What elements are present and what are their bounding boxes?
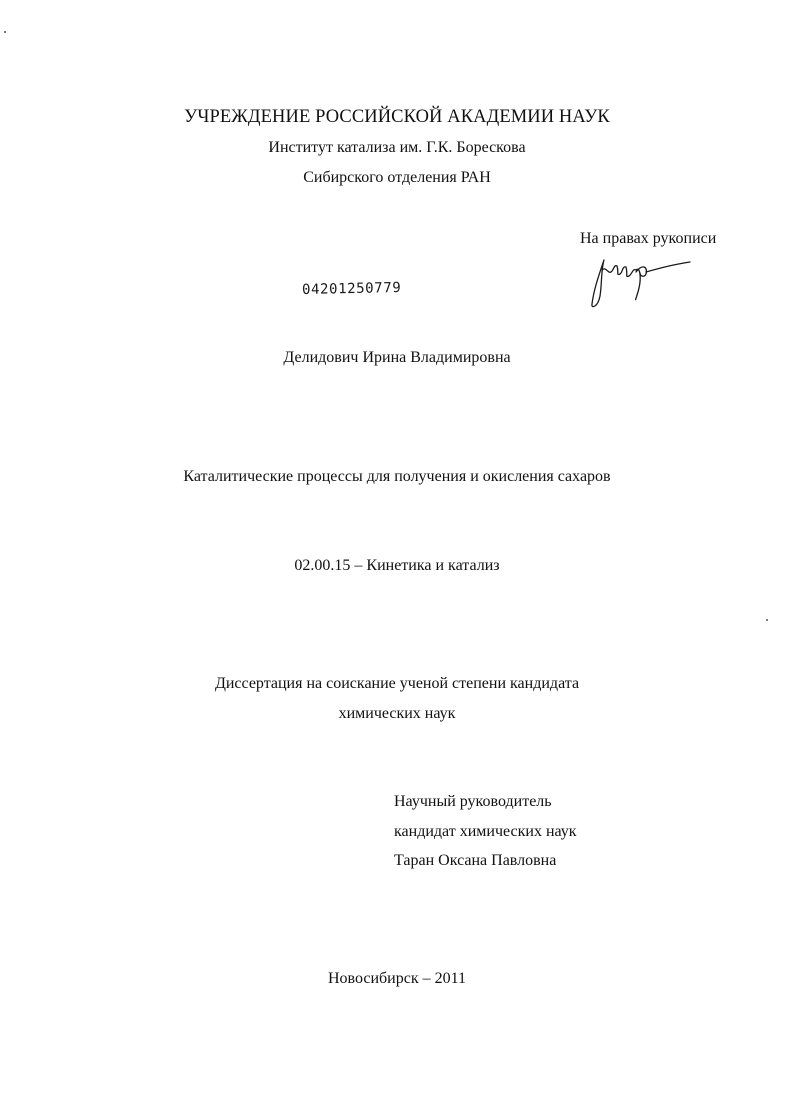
scan-speck: [766, 619, 768, 621]
degree-line-2: химических наук: [338, 705, 456, 722]
institute-name: Институт катализа им. Г.К. Борескова: [268, 139, 526, 156]
registration-number: 04201250779: [301, 279, 402, 299]
manuscript-note: На правах рукописи: [580, 230, 717, 247]
dissertation-title: Каталитические процессы для получения и окисления сахаров: [183, 468, 611, 485]
city-year: Новосибирск – 2011: [327, 970, 467, 987]
branch-name: Сибирского отделения РАН: [303, 169, 491, 186]
supervisor-degree: кандидат химических наук: [394, 823, 577, 840]
supervisor-role: Научный руководитель: [394, 793, 552, 810]
scan-speck: [4, 31, 6, 33]
specialty-code: 02.00.15 – Кинетика и катализ: [294, 557, 500, 574]
author-name: Делидович Ирина Владимировна: [283, 349, 511, 366]
supervisor-name: Таран Оксана Павловна: [394, 852, 557, 869]
organization-name: УЧРЕЖДЕНИЕ РОССИЙСКОЙ АКАДЕМИИ НАУК: [184, 107, 610, 127]
degree-line-1: Диссертация на соискание ученой степени кандидата: [214, 675, 580, 692]
signature-image: [586, 252, 696, 312]
